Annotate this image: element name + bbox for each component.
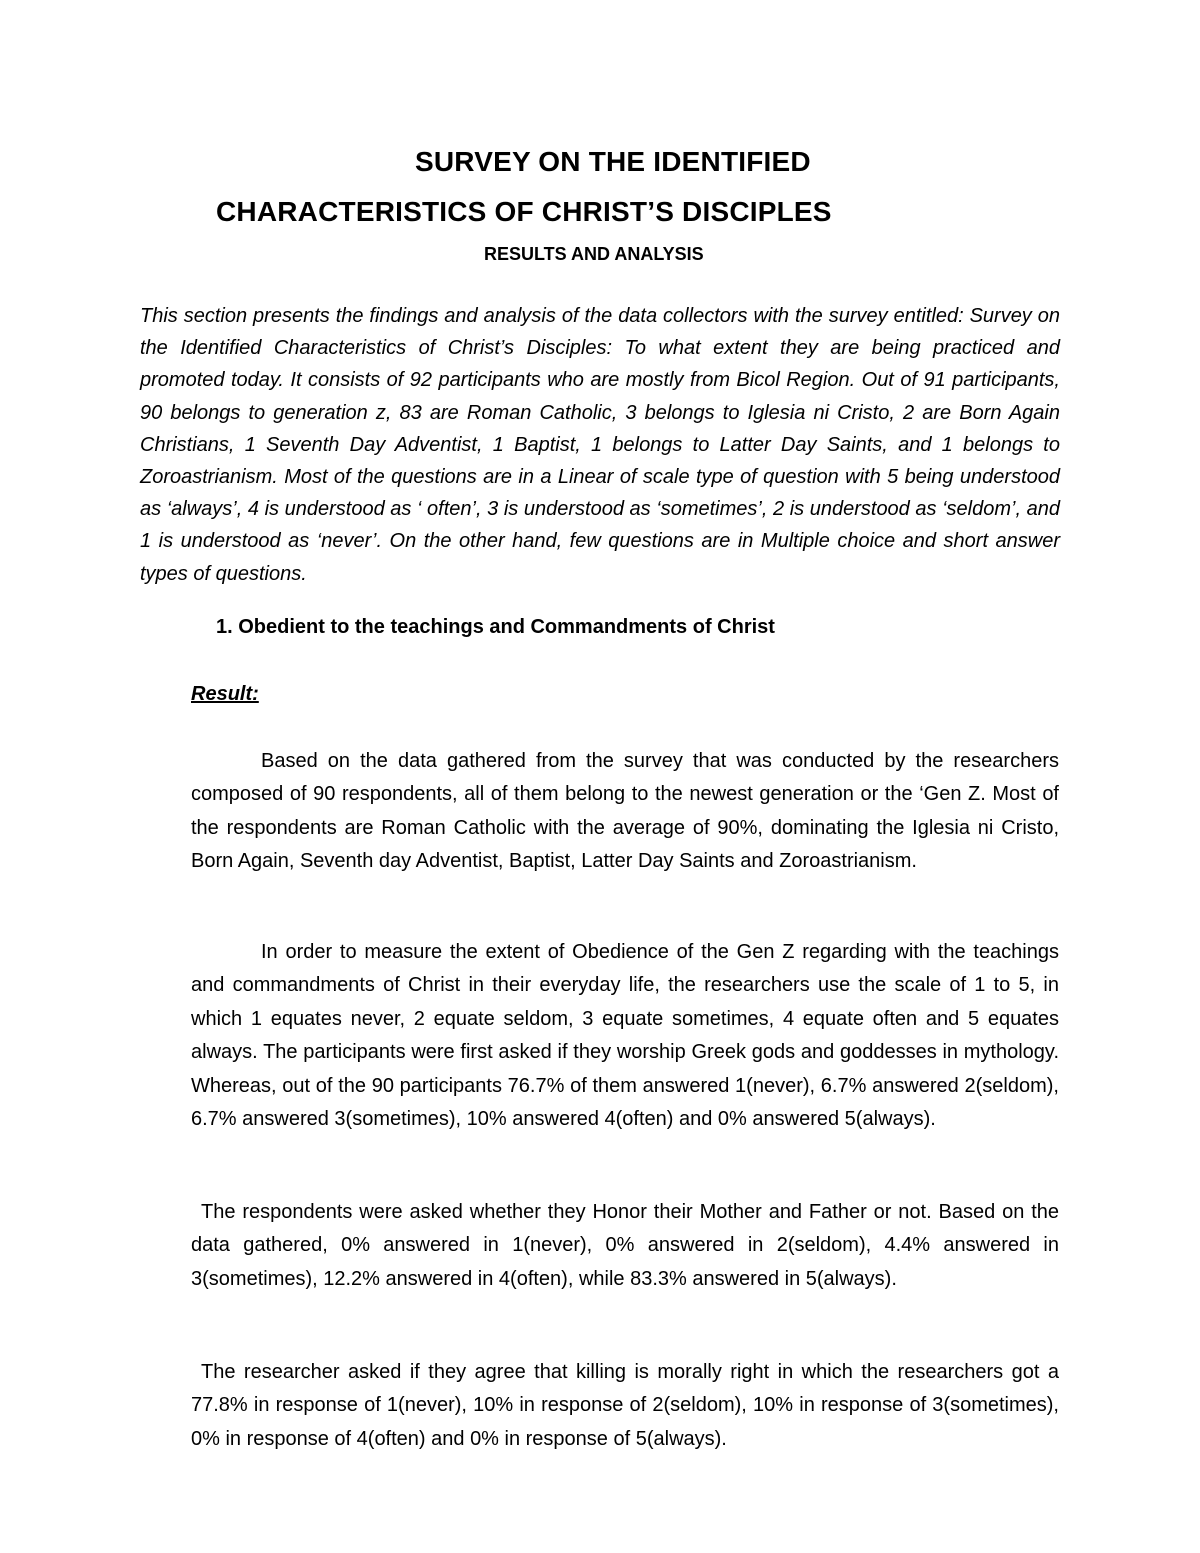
paragraph-4-text: The researcher asked if they agree that killing is morally right in which the researchers got a 77.8% in response of 1(never), 10% in response of 2(seldom), 10% in response of 3(sometimes), 0% in response of 4(often) and 0% in response of 5(always). [191, 1361, 1059, 1450]
paragraph-1-text: Based on the data gathered from the survey that was conducted by the researchers composed of 90 respondents, all of them belong to the newest generation or the ‘Gen Z. Most of the respondents are Roman Catholic with the average of 90%, dominating the Iglesia ni Cristo, Born Again, Seventh day Adventist, Baptist, Latter Day Saints and Zoroastrianism. [191, 750, 1059, 873]
paragraph-3-text: The respondents were asked whether they Honor their Mother and Father or not. Based on the data gathered, 0% answered in 1(never), 0% answered in 2(seldom), 4.4% answered in 3(sometimes), 12.2% answered in 4(often), while 83.3% answered in 5(always). [191, 1201, 1059, 1290]
paragraph-2-text: In order to measure the extent of Obedience of the Gen Z regarding with the teachings and commandments of Christ in their everyday life, the researchers use the scale of 1 to 5, in which 1 equates never, 2 equate seldom, 3 equate sometimes, 4 equate often and 5 equates always. The participants were first asked if they worship Greek gods and goddesses in mythology. Whereas, out of the 90 participants 76.7% of them answered 1(never), 6.7% answered 2(seldom), 6.7% answered 3(sometimes), 10% answered 4(often) and 0% answered 5(always). [191, 941, 1059, 1131]
result-paragraph-2 [191, 936, 1059, 1136]
result-label: Result: [191, 683, 259, 705]
title-line-1: SURVEY ON THE IDENTIFIED [415, 146, 811, 177]
result-paragraph-3 [191, 1196, 1059, 1296]
subtitle: RESULTS AND ANALYSIS [484, 244, 704, 264]
title-line-2: CHARACTERISTICS OF CHRIST’S DISCIPLES [216, 196, 832, 227]
section-heading: 1. Obedient to the teachings and Commandments of Christ [216, 616, 775, 638]
intro-text: This section presents the findings and analysis of the data collectors with the survey entitled: Survey on the Identified Characteristics of Christ’s Disciples: To what extent they are being practiced and promoted today. It consists of 92 participants who are mostly from Bicol Region. Out of 91 participants, 90 belongs to generation z, 83 are Roman Catholic, 3 belongs to Iglesia ni Cristo, 2 are Born Again Christians, 1 Seventh Day Adventist, 1 Baptist, 1 belongs to Latter Day Saints, and 1 belongs to Zoroastrianism. Most of the questions are in a Linear of scale type of question with 5 being understood as ‘always’, 4 is understood as ‘ often’, 3 is understood as ‘sometimes’, 2 is understood as ‘seldom’, and 1 is understood as ‘never’. On the other hand, few questions are in Multiple choice and short answer types of questions. [140, 305, 1060, 585]
result-paragraph-4 [191, 1356, 1059, 1456]
result-paragraph-1 [191, 745, 1059, 879]
intro-paragraph [140, 300, 1060, 590]
